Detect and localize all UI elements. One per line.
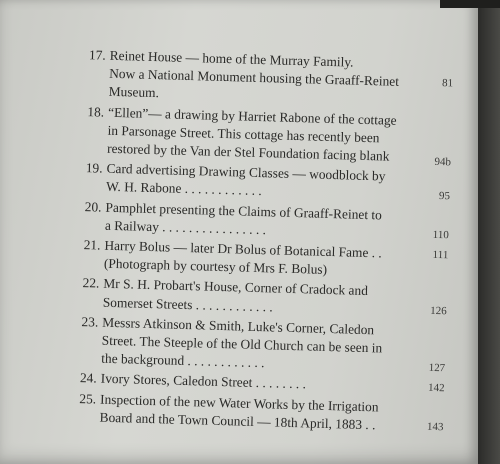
entry-line: Messrs Atkinson & Smith, Luke's Corner, Caledon [102,314,375,338]
entry-line: Somerset Streets . . . . . . . . . . . . [102,294,273,315]
entry-line: Harry Bolus — later Dr Bolus of Botanical Fame . . [104,237,382,261]
entry-number: 18. [87,103,105,120]
illustration-list [71,46,454,437]
entry-line: W. H. Rabone . . . . . . . . . . . . [105,179,262,199]
entry-number: 20. [84,198,102,215]
page-number: 143 [426,420,444,433]
page-number: 127 [428,361,446,375]
entry-line: in Parsonage Street. This cottage has recently been [107,122,380,146]
page-number: 142 [427,382,445,395]
entry-line: a Railway . . . . . . . . . . . . . . . . [104,217,267,238]
page-number: 126 [430,305,447,318]
page-number: 110 [432,228,450,241]
entry-line: (Photograph by courtesy of Mrs F. Bolus) [103,255,328,278]
page-number: 95 [438,190,451,203]
entry-number: 17. [88,47,106,63]
entry-line: the background . . . . . . . . . . . . [101,350,265,371]
entry-line: Pamphlet presenting the Claims of Graaff-Reinet to [105,199,383,223]
entry-line: Inspection of the new Water Works by the Irrigation [99,391,379,415]
page-number: 81 [441,77,454,90]
entry-line: Reinet House — home of the Murray Family. [109,47,354,70]
page-number: 94b [434,155,452,168]
entry-line: Mr S. H. Probart's House, Corner of Cradock and [103,276,369,299]
list-item [71,390,444,436]
entry-number: 22. [82,275,100,292]
entry-number: 23. [81,313,99,330]
entry-line: restored by the Van der Stel Foundation facing blank [106,140,390,164]
entry-number: 21. [83,237,101,253]
entry-line: Street. The Steeple of the Old Church can be seen in [101,332,383,356]
entry-line: Now a National Monument housing the Graaff-Reinet [109,65,400,90]
top-corner-shadow [440,0,500,8]
entry-line: “Ellen”— a drawing by Harriet Rabone of the cottage [107,104,397,128]
page-number: 111 [432,248,449,262]
entry-number: 24. [79,370,97,386]
entry-number: 25. [79,390,97,407]
entry-number: 19. [85,160,103,176]
list-item [80,46,454,110]
entry-line: Card advertising Drawing Classes — woodblock by [106,160,386,184]
entry-line: Board and the Town Council — 18th April, 1883 . . [99,409,376,433]
page-edge-shadow [478,0,500,464]
entry-line: Museum. [108,84,160,101]
entry-line: Ivory Stores, Caledon Street . . . . . . . . [100,371,307,392]
list-item [73,313,446,377]
